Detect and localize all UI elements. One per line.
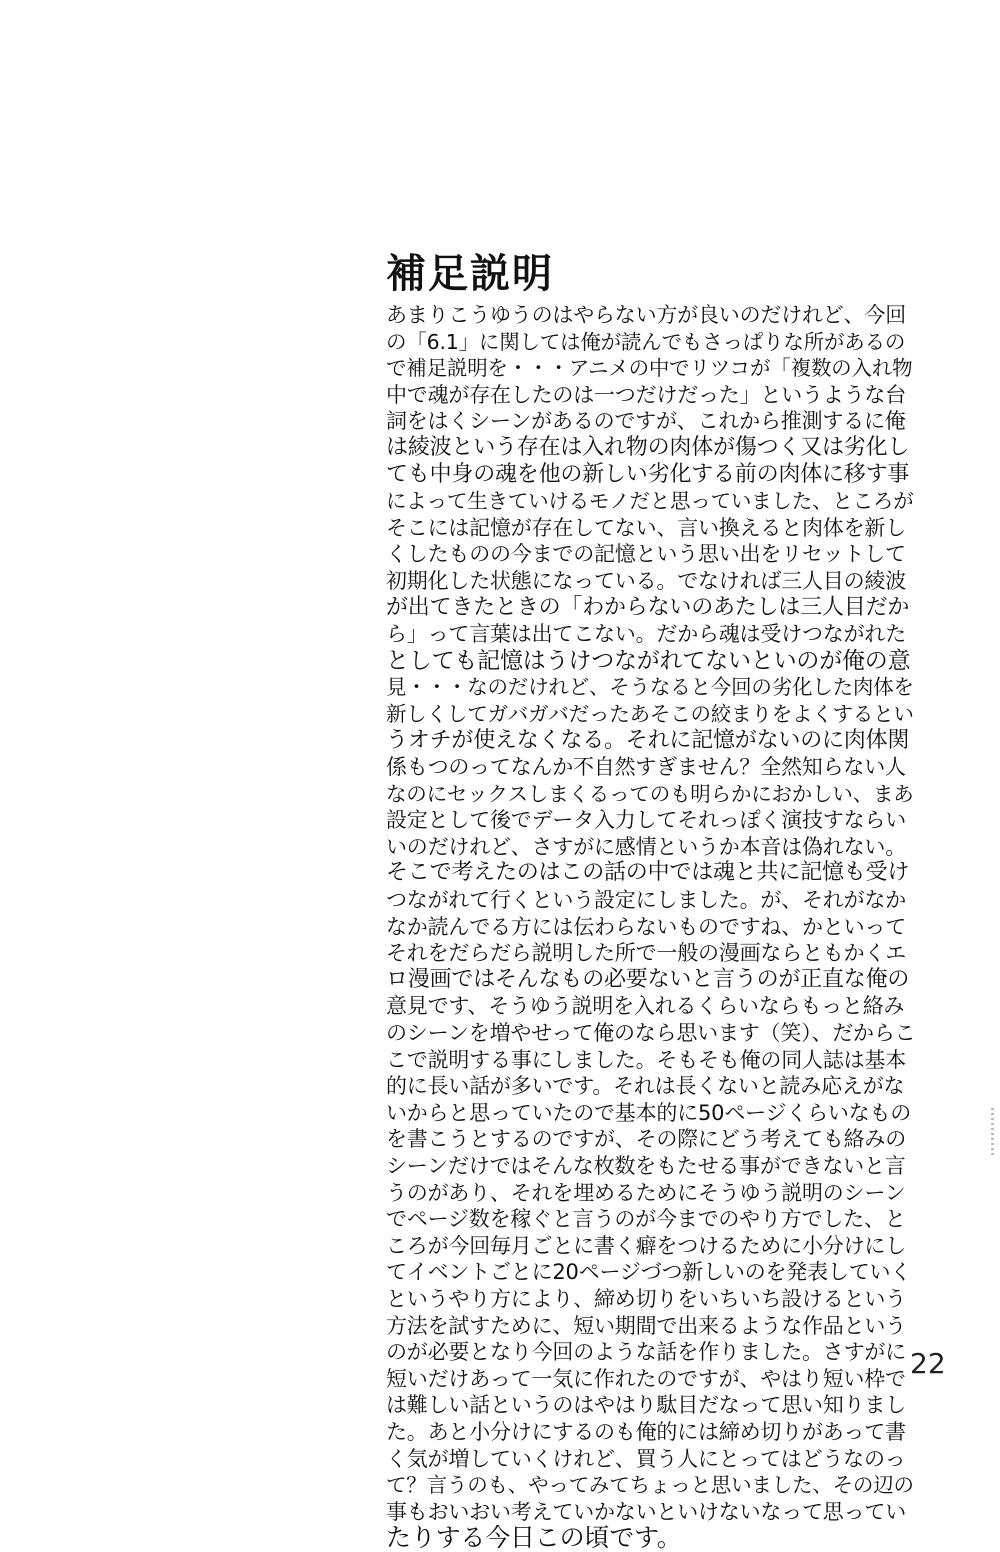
text-line: 事もおいおい考えていかないといけないなって思ってい <box>386 1499 906 1524</box>
text-line: が出てきたときの「わからないのあたしは三人目だか <box>386 594 910 620</box>
text-line: たりする今日この頃です。 <box>386 1525 682 1552</box>
text-line: うのがあり、それを埋めるためにそうゆう説明のシーン <box>386 1180 906 1205</box>
text-line: ころが今回毎月ごとに書く癖をつけるために小分けにし <box>386 1233 906 1258</box>
text-line: ロ漫画ではそんなもの必要ないと言うのが正直な俺の <box>386 966 910 992</box>
text-line: いのだけれど、さすがに感情というか本音は偽れない。 <box>386 834 906 859</box>
text-line: は難しい話というのはやはり駄目だなって思い知りまし <box>386 1393 906 1418</box>
text-line: 初期化した状態になっている。でなければ三人目の綾波 <box>386 568 906 593</box>
text-line: それをだらだら説明した所で一般の漫画ならともかくエ <box>386 941 906 966</box>
text-line: でページ数を稼ぐと言うのが今までのやり方でした、と <box>386 1207 906 1232</box>
text-line: うオチが使えなくなる。それに記憶がないのに肉体関 <box>386 727 910 753</box>
text-line: 新しくしてガバガバだったあそこの絞まりをよくするとい <box>386 701 914 726</box>
text-line: く気が増していくけれど、買う人にとってはどうなのっ <box>386 1446 906 1471</box>
text-line: なか読んでる方には伝わらないものですね、かといって <box>386 914 906 939</box>
text-line: 中で魂が存在したのは一つだけだった」というような台 <box>386 382 906 407</box>
text-line: 見・・・なのだけれど、そうなると今回の劣化した肉体を <box>386 675 914 700</box>
text-line: そこで考えたのはこの話の中では魂と共に記憶も受け <box>386 860 910 886</box>
text-line: で補足説明を・・・アニメの中でリツコが「複数の入れ物 <box>386 356 913 381</box>
text-line: そこには記憶が存在してない、言い換えると肉体を新し <box>386 515 906 540</box>
text-line: た。あと小分けにするのも俺的には締め切りがあって書 <box>386 1419 906 1444</box>
text-line: いからと思っていたので基本的に50ページくらいなもの <box>386 1100 912 1125</box>
text-line: こで説明する事にしました。そもそも俺の同人誌は基本 <box>386 1047 906 1072</box>
text-line: 設定として後でデータ入力してそれっぽく演技すならい <box>386 808 906 833</box>
page-number: 22 <box>910 1347 946 1380</box>
text-line: 短いだけあって一気に作れたのですが、やはり短い枠で <box>386 1366 906 1391</box>
text-line: によって生きていけるモノだと思っていました、ところが <box>386 489 914 514</box>
text-line: て？言うのも、やってみてちょっと思いました、その辺の <box>386 1473 914 1498</box>
text-line: つながれて行くという設定にしました。が、それがなか <box>386 888 906 913</box>
text-line: くしたものの今までの記憶という思い出をリセットして <box>386 542 906 567</box>
text-line: を書こうとするのですが、その際にどう考えても絡みの <box>386 1127 906 1152</box>
text-line: なのにセックスしまくるってのも明らかにおかしい、まあ <box>386 781 914 806</box>
body-text <box>386 302 916 1552</box>
text-line: 係もつのってなんか不自然すぎません？全然知らない人 <box>386 755 906 780</box>
text-line: の「6.1」に関しては俺が読んでもさっぱりな所があるの <box>386 329 906 354</box>
text-line: ても中身の魂を他の新しい劣化する前の肉体に移す事 <box>386 461 910 487</box>
text-line: てイベントごとに20ページづつ新しいのを発表していく <box>386 1260 912 1285</box>
text-line: 方法を試すために、短い期間で出来るような作品という <box>386 1313 906 1338</box>
page-title: 補足説明 <box>386 251 554 297</box>
text-line: のシーンを増やせって俺のなら思います（笑）、だからこ <box>386 1021 916 1046</box>
text-line: のが必要となり今回のような話を作りました。さすがに <box>386 1340 906 1365</box>
text-line: 的に長い話が多いです。それは長くないと読み応えがな <box>386 1074 905 1099</box>
text-line: というやり方により、締め切りをいちいち設けるという <box>386 1286 906 1311</box>
text-line: シーンだけではそんな枚数をもたせる事ができないと言 <box>386 1154 906 1178</box>
scan-edge-mark <box>991 1108 994 1156</box>
text-line: あまりこうゆうのはやらない方が良いのだけれど、今回 <box>386 303 906 327</box>
text-line: 意見です、そうゆう説明を入れるくらいならもっと絡み <box>386 994 905 1019</box>
text-line: は綾波という存在は入れ物の肉体が傷つく又は劣化し <box>386 434 910 460</box>
text-line: としても記憶はうけつながれてないといのが俺の意 <box>386 647 911 674</box>
text-line: 詞をはくシーンがあるのですが、これから推測するに俺 <box>386 409 906 434</box>
text-line: ら」って言葉は出てこない。だから魂は受けつながれた <box>386 622 906 647</box>
